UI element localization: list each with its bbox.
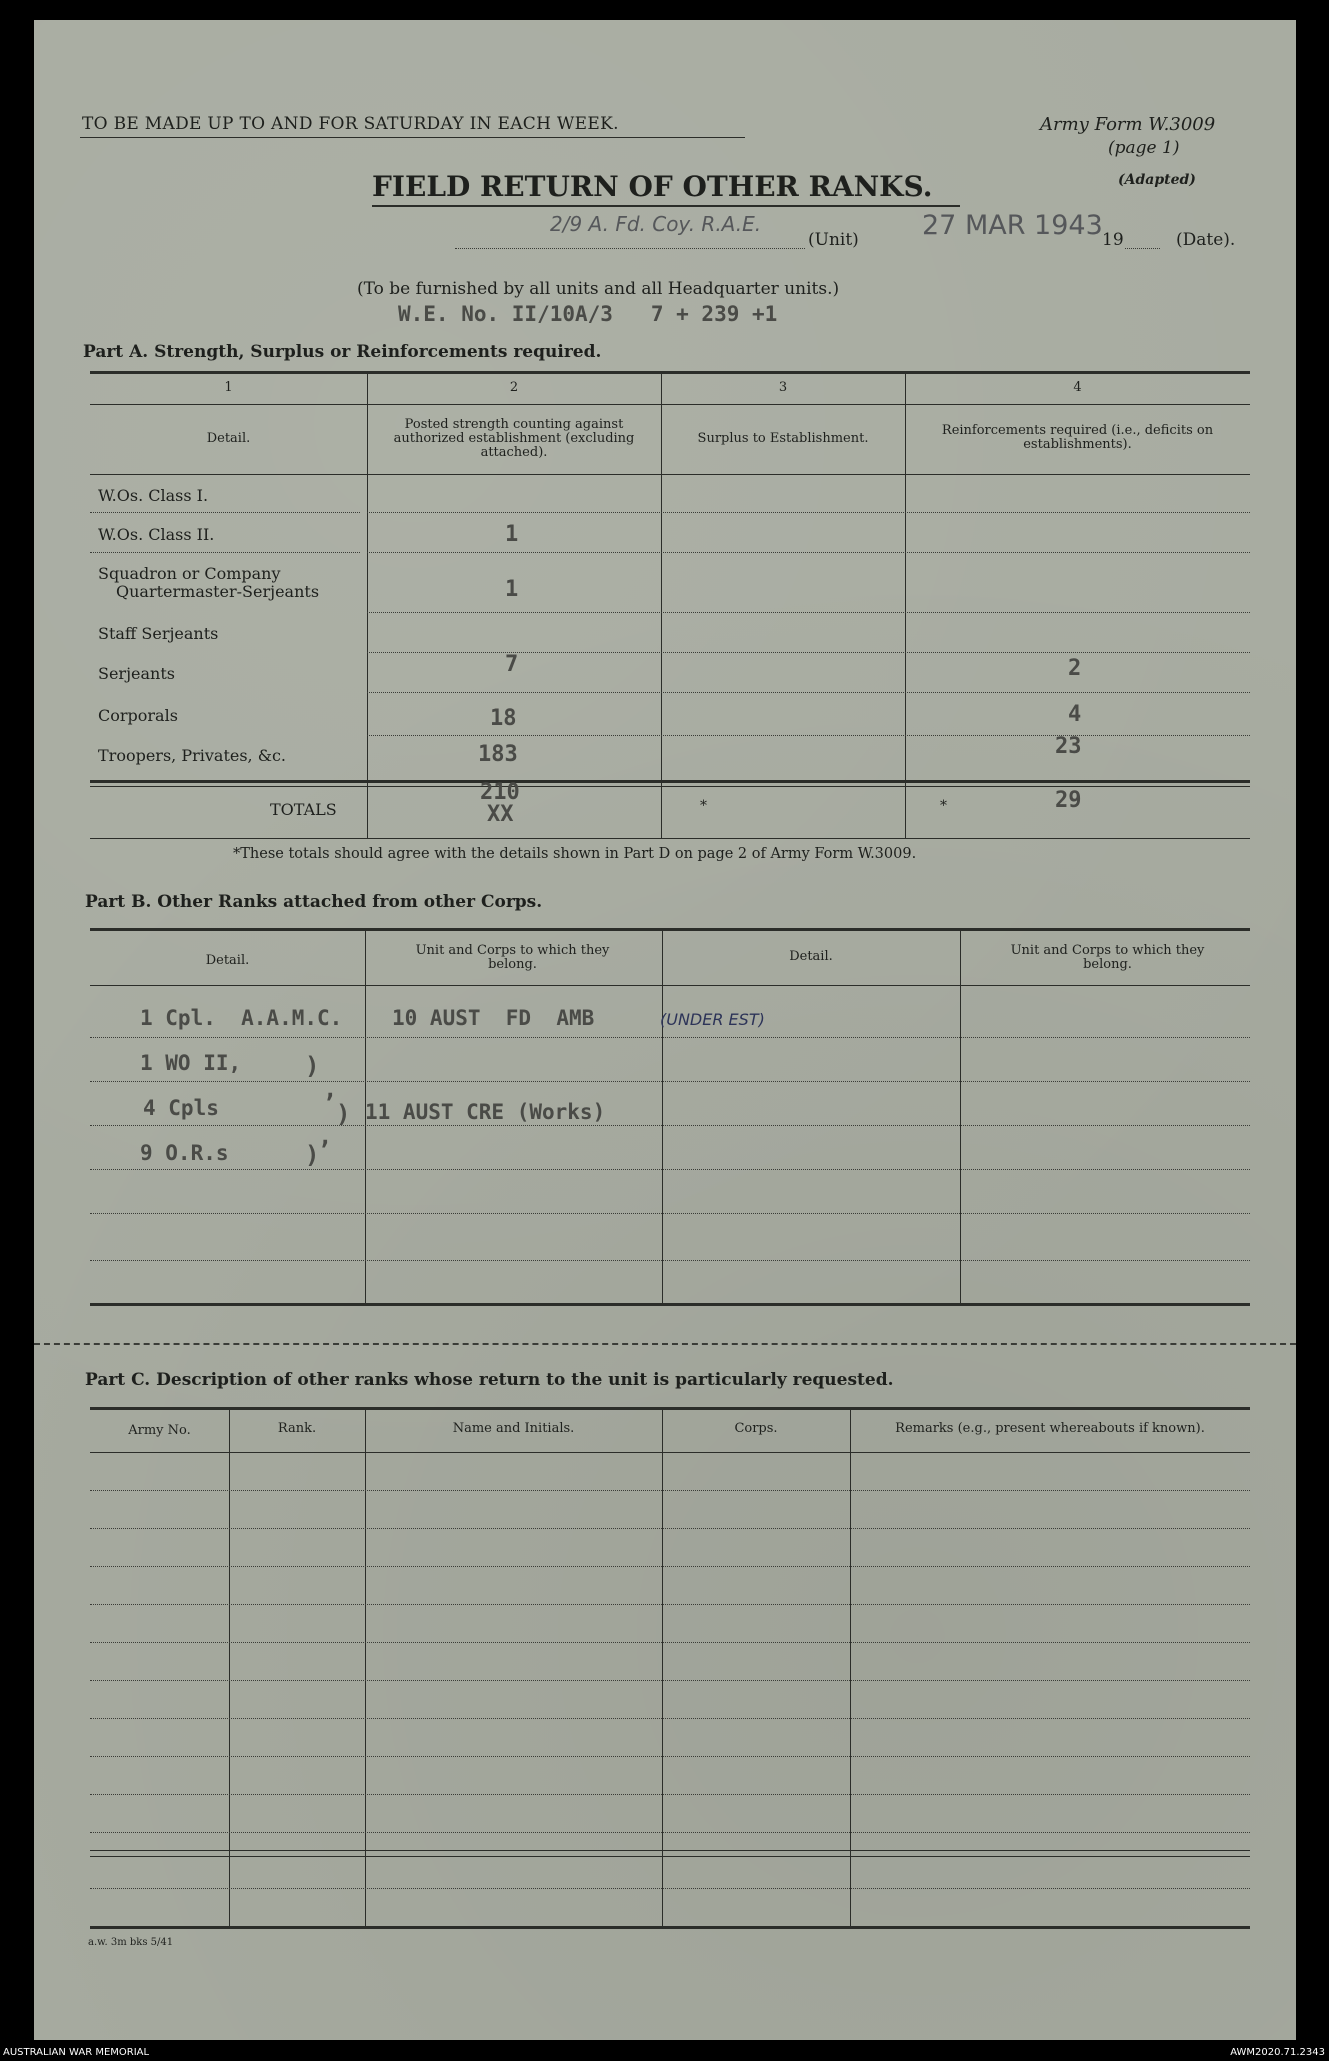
part-a-top-rule bbox=[90, 371, 1250, 374]
unit-stamp: 2/9 A. Fd. Coy. R.A.E. bbox=[550, 212, 762, 236]
reinf-serjeants: 2 bbox=[1068, 656, 1082, 681]
bracket-mark: ) bbox=[305, 1052, 320, 1080]
col-header-reinf: Reinforcements required (i.e., deficits on establishments). bbox=[941, 423, 1214, 452]
totals-posted: 210 bbox=[480, 780, 520, 805]
row-rule bbox=[367, 692, 1250, 693]
date-line bbox=[1125, 248, 1160, 249]
totals-label: TOTALS bbox=[270, 800, 337, 819]
part-c-row-rule bbox=[90, 1680, 1250, 1681]
bracket-mark: , bbox=[318, 1122, 333, 1150]
part-c-row-rule bbox=[90, 1850, 1250, 1851]
part-c-header-rank: Rank. bbox=[277, 1421, 317, 1436]
part-c-col-line bbox=[850, 1408, 851, 1926]
row-label-cqms-1: Squadron or Company bbox=[98, 564, 281, 583]
archive-right: AWM2020.71.2343 bbox=[1230, 2047, 1325, 2058]
part-c-heading: Part C. Description of other ranks whose return to the unit is particularly requested. bbox=[85, 1370, 894, 1390]
part-b-header-detail-2: Detail. bbox=[789, 949, 833, 964]
part-c-header-corps: Corps. bbox=[734, 1421, 778, 1436]
part-c-row-rule bbox=[90, 1490, 1250, 1491]
col-header-posted: Posted strength counting against authorized establishment (excluding attached). bbox=[393, 417, 635, 460]
part-c-row-rule bbox=[90, 1888, 1250, 1889]
row-rule bbox=[367, 612, 1250, 613]
posted-wo2: 1 bbox=[505, 522, 519, 547]
archive-strip bbox=[0, 2045, 1329, 2061]
part-b-heading: Part B. Other Ranks attached from other Corps. bbox=[85, 892, 543, 912]
part-c-col-line bbox=[662, 1408, 663, 1926]
part-b-row-rule bbox=[90, 1169, 1250, 1170]
col-number-2: 2 bbox=[509, 380, 519, 395]
part-c-row-rule bbox=[90, 1604, 1250, 1605]
col-number-3: 3 bbox=[778, 380, 788, 395]
posted-cqms: 1 bbox=[505, 577, 519, 602]
part-b-entry-2-detail: 1 WO II, bbox=[140, 1051, 242, 1075]
part-c-row-rule bbox=[90, 1566, 1250, 1567]
row-label-wo2: W.Os. Class II. bbox=[98, 525, 215, 544]
row-rule bbox=[367, 652, 1250, 653]
part-c-row-rule bbox=[90, 1794, 1250, 1795]
date-stamp: 27 MAR 1943 bbox=[922, 210, 1103, 241]
part-c-top-rule bbox=[90, 1407, 1250, 1410]
part-c-row-rule bbox=[90, 1756, 1250, 1757]
col-header-detail: Detail. bbox=[206, 431, 251, 446]
furnished-note: (To be furnished by all units and all Headquarter units.) bbox=[357, 279, 840, 299]
part-b-entry-1-unit: 10 AUST FD AMB bbox=[392, 1006, 595, 1030]
part-b-row-rule bbox=[90, 1037, 1250, 1038]
part-b-header-unit-1: Unit and Corps to which they belong. bbox=[415, 943, 610, 972]
part-c-row-rule bbox=[90, 1642, 1250, 1643]
part-b-row-rule bbox=[90, 1213, 1250, 1214]
part-b-entry-1-note: (UNDER EST) bbox=[660, 1010, 765, 1029]
bracket-mark: ) bbox=[336, 1100, 351, 1128]
part-b-header-unit-2: Unit and Corps to which they belong. bbox=[1010, 943, 1205, 972]
part-a-head-rule bbox=[90, 474, 1250, 475]
posted-troopers: 183 bbox=[478, 742, 518, 767]
row-rule bbox=[367, 735, 1250, 736]
part-b-col-line bbox=[662, 929, 663, 1303]
instruction-text: TO BE MADE UP TO AND FOR SATURDAY IN EACH WEEK. bbox=[82, 114, 619, 134]
part-a-footnote: *These totals should agree with the details shown in Part D on page 2 of Army Form W.3009. bbox=[233, 846, 917, 862]
part-c-col-line bbox=[229, 1408, 230, 1926]
part-a-col-line bbox=[367, 372, 368, 838]
form-id: Army Form W.3009 bbox=[1040, 114, 1216, 135]
instruction-underline bbox=[80, 137, 745, 138]
unit-label: (Unit) bbox=[808, 230, 859, 250]
bracket-mark: , bbox=[323, 1075, 338, 1103]
part-b-col-line bbox=[960, 929, 961, 1303]
form-adapted: (Adapted) bbox=[1118, 172, 1196, 188]
row-rule bbox=[90, 512, 360, 513]
col-number-1: 1 bbox=[224, 380, 233, 395]
row-label-corporals: Corporals bbox=[98, 706, 178, 725]
part-b-row-rule bbox=[90, 1260, 1250, 1261]
we-number: W.E. No. II/10A/3 7 + 239 +1 bbox=[398, 302, 778, 326]
form-page: (page 1) bbox=[1108, 138, 1180, 158]
bracket-mark: ) bbox=[305, 1141, 320, 1169]
part-b-header-detail-1: Detail. bbox=[205, 953, 250, 968]
row-label-troopers: Troopers, Privates, &c. bbox=[98, 746, 287, 765]
row-rule bbox=[367, 552, 1250, 553]
row-label-staff-sjt: Staff Serjeants bbox=[98, 624, 219, 643]
totals-posted-struck: XX bbox=[487, 802, 514, 827]
row-rule bbox=[90, 552, 360, 553]
row-rule bbox=[367, 512, 1250, 513]
col-header-surplus: Surplus to Establishment. bbox=[697, 431, 869, 446]
part-b-entry-4-detail: 9 O.R.s bbox=[140, 1141, 229, 1165]
part-c-col-line bbox=[365, 1408, 366, 1926]
reinf-corporals: 4 bbox=[1068, 702, 1082, 727]
posted-corporals: 18 bbox=[490, 706, 517, 731]
part-c-bottom-rule bbox=[90, 1926, 1250, 1929]
unit-line bbox=[455, 248, 805, 249]
part-a-col-line bbox=[905, 372, 906, 838]
reinf-troopers: 23 bbox=[1055, 734, 1082, 759]
archive-left: AUSTRALIAN WAR MEMORIAL bbox=[3, 2047, 150, 2058]
row-label-cqms-2: Quartermaster-Serjeants bbox=[116, 582, 320, 601]
part-b-entry-3-detail: 4 Cpls bbox=[143, 1096, 219, 1120]
part-c-header-name: Name and Initials. bbox=[452, 1421, 575, 1436]
part-b-bottom-rule bbox=[90, 1303, 1250, 1306]
part-a-heading: Part A. Strength, Surplus or Reinforcements required. bbox=[83, 342, 602, 362]
totals-bottom-rule bbox=[90, 838, 1250, 839]
totals-surplus-mark: * bbox=[700, 798, 707, 814]
posted-serjeants: 7 bbox=[505, 652, 519, 677]
col-number-4: 4 bbox=[1073, 380, 1082, 395]
part-c-row-rule bbox=[90, 1856, 1250, 1857]
part-b-row-rule bbox=[90, 1125, 1250, 1126]
part-c-row-rule bbox=[90, 1718, 1250, 1719]
title-underline bbox=[372, 205, 960, 207]
part-b-row-rule bbox=[90, 1081, 1250, 1082]
part-b-top-rule bbox=[90, 928, 1250, 931]
totals-top-rule-2 bbox=[90, 786, 1250, 787]
row-label-serjeants: Serjeants bbox=[98, 664, 175, 683]
part-c-row-rule bbox=[90, 1832, 1250, 1833]
totals-reinf: 29 bbox=[1055, 788, 1082, 813]
totals-top-rule bbox=[90, 780, 1250, 783]
date-label: (Date). bbox=[1176, 230, 1236, 250]
part-c-row-rule bbox=[90, 1528, 1250, 1529]
form-title: FIELD RETURN OF OTHER RANKS. bbox=[372, 170, 933, 203]
part-b-head-rule bbox=[90, 985, 1250, 986]
print-code: a.w. 3m bks 5/41 bbox=[88, 1937, 174, 1948]
part-a-num-rule bbox=[90, 404, 1250, 405]
year-prefix: 19 bbox=[1102, 230, 1124, 250]
part-c-header-army-no: Army No. bbox=[128, 1423, 191, 1438]
totals-reinf-mark: * bbox=[940, 798, 947, 814]
row-label-wo1: W.Os. Class I. bbox=[98, 486, 209, 505]
part-c-header-remarks: Remarks (e.g., present whereabouts if known). bbox=[895, 1421, 1205, 1436]
part-b-entry-1-detail: 1 Cpl. A.A.M.C. bbox=[140, 1006, 343, 1030]
part-b-entry-3-unit: 11 AUST CRE (Works) bbox=[365, 1100, 606, 1124]
part-c-head-rule bbox=[90, 1452, 1250, 1453]
tear-line bbox=[34, 1343, 1296, 1345]
